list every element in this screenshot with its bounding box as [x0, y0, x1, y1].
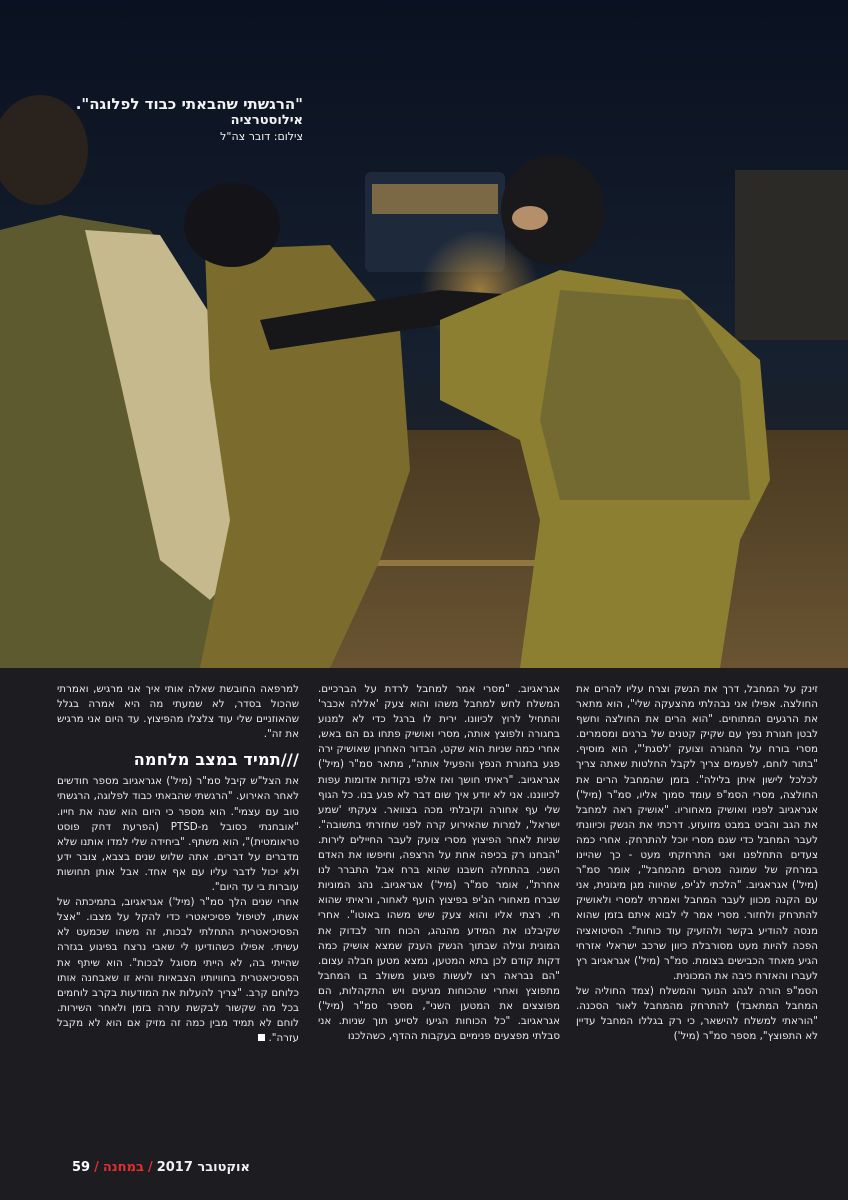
article-paragraph-closing — [57, 895, 299, 1046]
article-paragraph: זינק על המחבל, דרך את הנשק וצרח עליו להרים את החולצה. אפילו אני נבהלתי מהצעקה שלי", הוא מתאר את הרגעים המתוחים. "הוא הרים את החולצה וחשף לבטן חגורת נפץ עם שקיק קטנים של ברגים ומסמרים. מסרי בורח על החגורה וצועק 'לסגת'", הוא מוסיף. "בתור לוחם, לפעמים צריך לקבל החלטות שאתה צריך לכלכל לישון איתן בלילה". בזמן שהמחבל הרים את החולצה, מסרי הסמ"פ עומד סמוך אליו, סמ"ר (מיל') אגראגיוב לפניו ואושיק מאחוריו. "אושיק ראה למחבל את הגב והביט במבט מזועזע. דרכתי את הנשק וכיוונתי לעבר המחבל כדי שגם מסרי יוכל להתרחק. אחרי כמה צעדים התחלפנו ואני התרחקתי מעט - כך שהיינו במרחק של שמונה מטרים מהמחבל", אומר סמ"ר (מיל') אגראגיוב. "הלכתי לג'יפ, שהיווה מגן מיגונית, אני עם הקנה מכוון לעבר המחבל ואמרתי למסרי ולאושיק להתרחק ולחזור. מסרי אמר לי לבוא איתם בזמן שהוא מנסה להודיע בקשר ולהזעיק עוד כוחות". הסיטואציה הפכה להיות מעט מסורבלת כיוון שרכב ישראלי אזרחי הגיע מאחד הכבישים בצומת. סמ"ר (מיל') אגראגיוב רץ לעברו והאזרח כיבה את המכונית. — [576, 683, 818, 982]
article-paragraph: הסמ"פ הורה לגהג הנוער והמשלח (צמד החוליה של המחבל המתאבד) להתרחק מהמחבל לאור הסכנה. "הוראתי למשלח להישאר, כי רק בגללו המחבל עדיין לא התפוצץ", מספר סמ"ר (מיל') — [576, 984, 818, 1043]
page-number: 59 — [72, 1159, 91, 1175]
footer-separator: / — [147, 1159, 153, 1175]
end-of-article-mark — [258, 1034, 265, 1041]
magazine-name: במחנה — [102, 1159, 144, 1175]
photo-credit: צילום: דובר צה"ל — [220, 130, 303, 143]
footer-separator: / — [94, 1159, 99, 1175]
closing-paragraph-text: אחרי שנים הלך סמ"ר (מיל') אגראגיוב, בתמיכתה של אשתו, לטיפול פסיכיאטרי כדי להקל על מצבו. "אצל הפסיכיאטרית התחלתי לבכות, זה משהו שכמעט לא עשיתי. אפילו כשהודיעו לי שאבי נרצח בפיגוע בגזרה שהייתי בה, לא הייתי מסוגל לבכות". הוא שיתף את הפסיכיאטרית בחוויותיו הצבאיות והיא זו שאבחנה אותו כלוחם קרב. "צריך להעלות את המודעות בקרב לוחמים בכל מה שקשור לבקשת עזרה בזמן ולאחר השירות. לוחם לא תמיד מבין כמה זה מזיק אם הוא לא מקבל עזרה". — [57, 896, 299, 1044]
photo-caption — [63, 96, 303, 144]
article-paragraph: למרפאה החובשת שאלה אותי איך אני מרגיש, ואמרתי שהכול בסדר, לא שמעתי מה היא אמרה בגלל שהאוזניים שלי עוד צלצלו מהפיצוץ. עד היום אני מרגיש את זה". — [57, 683, 299, 741]
photo-illustration-label: אילוסטרציה — [230, 113, 303, 128]
article-column-left — [57, 682, 299, 1148]
section-subheading: ///תמיד במצב מלחמה — [133, 750, 299, 770]
issue-date: אוקטובר 2017 — [156, 1159, 250, 1175]
page-footer — [72, 1157, 250, 1177]
article-column-right — [576, 682, 818, 1148]
article-paragraph: אגראגיוב. "מסרי אמר למחבל לרדת על הברכיים. המשלח לחש למחבל משהו והוא צעק 'אללה אכבר' והתחיל לרוץ לכיוונו. ירית לו ברגל כדי לא למנוע בחגורה ולפוצץ אותה, מסרי ואושיק פתחו גם הם באש, אחרי כמה שניות הוא שקט, הבדור האחרון שאושיק ירה פגע בחגורת הנפץ והפעיל אותה", מתאר סמ"ר (מיל') אגראגיוב. "ראיתי חושך ואז אלפי נקודות אדומות עפות לכיווננו. אני לא יודע איך שום דבר לא פגע בנו. כל הגוף שלי עף אחורה וקיבלתי מכה בצוואר. צעקתי 'שמע ישראל', למרות שהאירוע קרה לפני שחזרתי בתשובה". שניות לאחר הפיצוץ מסרי צועק לעבר החיילים לירות. "הבחנו רק בכיפה אחת על הרצפה, וחיפשו את האדם השני. בהתחלה חשבנו שהוא ברח אבל התברר לנו אחרת", אומר סמ"ר (מיל') אגראגיוב. נהג המוניות שברח מאחורי הג'יפ בפיצוץ הועף לאחור, וראיתי שהוא חי. רצתי אליו והוא צעק שיש משהו באוטו". אחרי שקיבלנו את המידע מהנהג, הכוח חזר לבדוק את המונית וגילה שבתוך הנשק הענק שמצא אושיק כמה דקות קודם לכן בתא המטען, נמצא מטען חבלה עצום. "הם נבראה רצו לעשות פיגוע משולב בו המחבל מתפוצץ ואחרי שהכוחות מגיעים ויש התקהלות, הם מפוצצים את המטען השני", מספר סמ"ר (מיל') אגראגיוב. "כל הכוחות הגיעו לסייע תוך שניות. אני סבלתי מפצעים פנימיים בעקבות ההדף, כשהלכנו — [318, 683, 560, 1043]
photo-quote: "הרגשתי שהבאתי כבוד לפלוגה". — [75, 95, 303, 113]
article-paragraph: את הצל"ש קיבל סמ"ר (מיל') אגראגיוב מספר חודשים לאחר האירוע. "הרגשתי שהבאתי כבוד לפלוגה, הרגשתי טוב עם עצמי". הוא מספר כי היום הוא שנה את חייו. "אובחנתי כסובל מ-PTSD (הפרעת דחק פוסט טראומטית)", הוא משתף. "ביחידה שלי למדו אותנו שלא מדברים על דברים. אתה שלוש שנים בצבא, צובר ידע ולא יכול לדבר עליו עם אף אחד. אבל אותן תחושות עוברות בי עד היום". — [57, 775, 299, 894]
article-column-middle — [318, 682, 560, 1148]
